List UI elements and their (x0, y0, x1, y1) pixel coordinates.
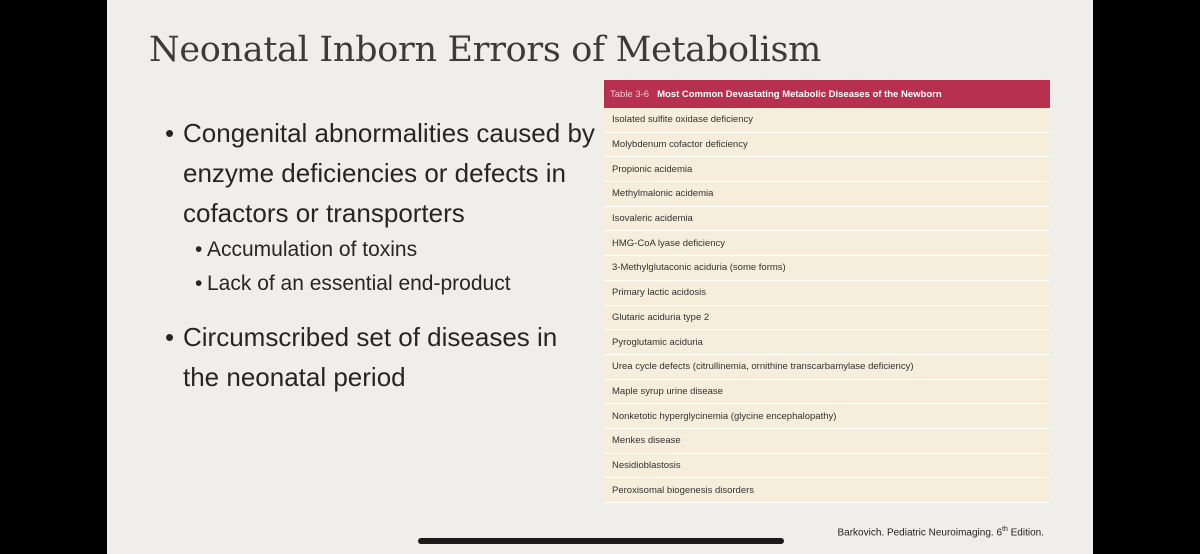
bullet-dot: • (165, 322, 175, 352)
table-row: HMG-CoA lyase deficiency (604, 231, 1050, 256)
bullet-item (165, 113, 595, 233)
table-row: Isolated sulfite oxidase deficiency (604, 108, 1050, 133)
slide (107, 0, 1093, 554)
table-row: Primary lactic acidosis (604, 281, 1050, 306)
table-row: Menkes disease (604, 429, 1050, 454)
table-row: Peroxisomal biogenesis disorders (604, 478, 1050, 503)
table-row: Maple syrup urine disease (604, 380, 1050, 405)
bullet-dot: • (195, 272, 203, 295)
slide-title: Neonatal Inborn Errors of Metabolism (149, 30, 822, 70)
table-row: Urea cycle defects (citrullinemia, ornithine transcarbamylase deficiency) (604, 355, 1050, 380)
home-indicator-bar[interactable] (418, 538, 784, 544)
table-title: Most Common Devastating Metabolic Diseases of the Newborn (657, 88, 942, 100)
table-row: Nonketotic hyperglycinemia (glycine encephalopathy) (604, 404, 1050, 429)
bullet-text: Circumscribed set of diseases in the neonatal period (183, 322, 558, 392)
bullet-item (165, 317, 595, 397)
bullet-dot: • (195, 238, 203, 261)
table-row: 3-Methylglutaconic aciduria (some forms) (604, 256, 1050, 281)
table-body (604, 108, 1050, 503)
sub-bullet-text: Accumulation of toxins (207, 238, 418, 261)
table-row: Nesidioblastosis (604, 454, 1050, 479)
bullet-text: Congenital abnormalities caused by enzyme deficiencies or defects in cofactors or transporters (183, 118, 595, 228)
bullet-list (165, 113, 595, 397)
table-number: Table 3-6 (610, 88, 650, 100)
table-row: Isovaleric acidemia (604, 207, 1050, 232)
table-row: Pyroglutamic aciduria (604, 330, 1050, 355)
table-row: Glutaric aciduria type 2 (604, 306, 1050, 331)
sub-bullet-list (165, 233, 595, 301)
sub-bullet-item (165, 233, 595, 267)
table-row: Molybdenum cofactor deficiency (604, 133, 1050, 158)
disease-table (604, 80, 1050, 503)
citation (837, 526, 1044, 538)
bullet-dot: • (165, 118, 175, 148)
table-row: Propionic acidemia (604, 157, 1050, 182)
citation-text: Barkovich. Pediatric Neuroimaging. 6 (837, 527, 1003, 539)
table-header (604, 80, 1050, 108)
citation-superscript: th (1002, 526, 1008, 533)
citation-suffix: Edition. (1007, 527, 1044, 539)
sub-bullet-item (165, 267, 595, 301)
sub-bullet-text: Lack of an essential end-product (207, 272, 511, 295)
table-row: Methylmalonic acidemia (604, 182, 1050, 207)
